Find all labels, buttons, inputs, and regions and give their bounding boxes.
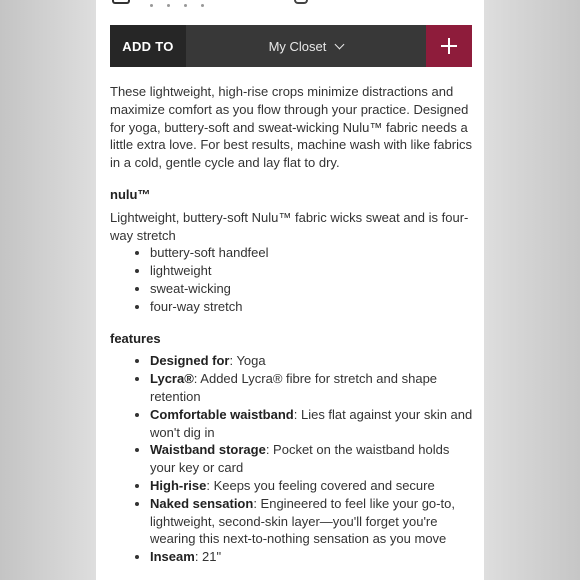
feature-text: : 21" bbox=[194, 549, 222, 565]
nulu-text: Lightweight, buttery-soft Nulu™ fabric wicks sweat and is four-way stretch bbox=[110, 209, 469, 243]
nulu-bullets bbox=[110, 244, 474, 315]
nulu-bullet: • sweat-wicking bbox=[150, 280, 474, 298]
plus-icon bbox=[441, 38, 457, 54]
nulu-bullet: • lightweight bbox=[150, 262, 474, 280]
feature-item bbox=[150, 548, 474, 566]
cropped-icon bbox=[112, 0, 130, 4]
background-right bbox=[484, 0, 580, 580]
feature-text: : Pocket on the waistband holds your key or card bbox=[150, 442, 450, 476]
closet-select-value: My Closet bbox=[268, 38, 327, 54]
feature-item bbox=[150, 370, 474, 406]
feature-term: Inseam bbox=[150, 549, 195, 565]
product-details-panel bbox=[96, 0, 484, 580]
nulu-bullet: • four-way stretch bbox=[150, 298, 474, 316]
feature-item bbox=[150, 477, 474, 495]
feature-item bbox=[150, 441, 474, 477]
feature-term: Designed for bbox=[150, 353, 230, 369]
feature-term: Comfortable waistband bbox=[150, 406, 294, 422]
background-left bbox=[0, 0, 96, 580]
closet-select[interactable] bbox=[186, 25, 426, 67]
add-to-closet-bar bbox=[110, 25, 472, 67]
features-heading: features bbox=[110, 330, 161, 346]
feature-item bbox=[150, 495, 474, 548]
feature-item bbox=[150, 352, 474, 370]
add-button[interactable] bbox=[426, 25, 472, 67]
nulu-bullet: • buttery-soft handfeel bbox=[150, 244, 474, 262]
feature-text: : Keeps you feeling covered and secure bbox=[206, 477, 435, 493]
feature-term: High-rise bbox=[150, 477, 207, 493]
features-list bbox=[110, 352, 474, 566]
nulu-heading: nulu™ bbox=[110, 186, 151, 202]
feature-item bbox=[150, 406, 474, 442]
top-cropped-row bbox=[110, 0, 470, 6]
feature-text: : Lies flat against your skin and won't dig in bbox=[150, 406, 473, 440]
cropped-bag-icon bbox=[294, 0, 308, 4]
add-to-label: ADD TO bbox=[110, 25, 186, 67]
feature-term: Naked sensation bbox=[150, 495, 254, 511]
description-text: These lightweight, high-rise crops minimize distractions and maximize comfort as you flow through your practice. Designed for yoga, buttery-soft and sweat-wicking Nulu™ fabric needs a little extra love. For best results, machine wash with like fabrics in a cold, gentle cycle and lay flat to dry. bbox=[110, 84, 472, 171]
feature-text: : Engineered to feel like your go-to, lightweight, second-skin layer—you'll forget you're wearing this next-to-nothing sensation as you move bbox=[150, 495, 455, 547]
chevron-down-icon bbox=[335, 39, 345, 49]
feature-text: : Yoga bbox=[229, 353, 266, 369]
feature-term: Lycra® bbox=[150, 371, 194, 387]
feature-term: Waistband storage bbox=[150, 442, 266, 458]
feature-text: : Added Lycra® fibre for stretch and shape retention bbox=[150, 371, 438, 404]
product-description bbox=[110, 83, 474, 580]
